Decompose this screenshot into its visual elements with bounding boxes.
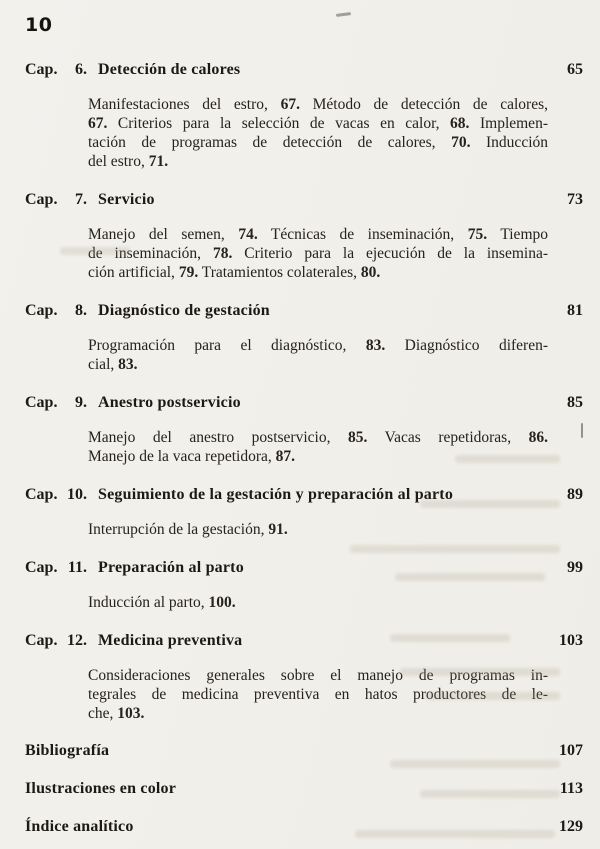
toc-entry: [25, 483, 583, 539]
toc-entry-description-line: tación de programas de detección de calores, 70. Inducción: [88, 134, 549, 151]
chapter-label: Cap.: [25, 632, 58, 649]
toc-entry-heading: [25, 299, 583, 322]
chapter-label: Cap.: [25, 559, 58, 576]
chapter-page-number: 99: [567, 559, 583, 576]
chapter-title: Servicio: [98, 191, 155, 208]
backmatter-title: Ilustraciones en color: [25, 780, 177, 797]
chapter-title: Diagnóstico de gestación: [98, 302, 270, 319]
toc-entry-heading: [25, 483, 583, 506]
chapter-number: 10.: [67, 486, 87, 503]
chapter-label: Cap.: [25, 61, 58, 78]
chapter-page-number: 103: [559, 632, 583, 649]
toc-entry-heading: [25, 391, 583, 414]
toc-entry-description-line: Programación para el diagnóstico, 83. Diagnóstico diferen-: [88, 337, 548, 354]
chapter-number: 8.: [75, 302, 87, 319]
backmatter-title: Bibliografía: [25, 742, 110, 759]
toc-entry-description: [88, 428, 548, 466]
chapter-label: Cap.: [25, 302, 58, 319]
chapter-page-number: 89: [567, 486, 583, 503]
backmatter-title: Índice analítico: [25, 818, 134, 835]
toc-entry-description: [88, 520, 548, 539]
toc-entry-description-line: Manejo del semen, 74. Técnicas de inseminación, 75. Tiempo: [88, 226, 548, 243]
toc-entry-description-line: Consideraciones generales sobre el manejo de programas in-: [88, 667, 548, 684]
chapter-title: Seguimiento de la gestación y preparación al parto: [98, 486, 454, 503]
toc-entry-description-line: Interrupción de la gestación, 91.: [88, 521, 288, 538]
chapter-page-number: 85: [567, 394, 583, 411]
chapter-label: Cap.: [25, 191, 58, 208]
backmatter-page-number: 129: [559, 818, 583, 835]
toc-entry-description-line: Inducción al parto, 100.: [88, 594, 236, 611]
toc-entry-description-line: Manejo del anestro postservicio, 85. Vacas repetidoras, 86.: [88, 429, 548, 446]
toc-entry-description-line: cial, 83.: [88, 356, 138, 373]
chapter-title: Anestro postservicio: [98, 394, 241, 411]
toc-entry-description: [88, 225, 548, 282]
chapter-number: 6.: [75, 61, 87, 78]
chapter-title: Medicina preventiva: [98, 632, 243, 649]
toc-entry-heading: [25, 58, 583, 81]
chapter-number: 9.: [75, 394, 87, 411]
scan-tick-artifact: [581, 423, 583, 438]
chapter-page-number: 65: [567, 61, 583, 78]
toc-entry-description-line: ción artificial, 79. Tratamientos colaterales, 80.: [88, 264, 381, 281]
toc-entry-description-line: Manifestaciones del estro, 67. Método de detección de calores,: [88, 96, 549, 113]
page-folio: 10: [25, 14, 53, 36]
chapter-title: Detección de calores: [98, 61, 241, 78]
toc-entry: [25, 188, 583, 282]
toc-entry-description: [88, 95, 548, 171]
chapter-number: 12.: [67, 632, 87, 649]
toc-entry-description-line: del estro, 71.: [88, 153, 169, 170]
chapter-number: 7.: [75, 191, 87, 208]
toc-entry-description: [88, 666, 548, 723]
chapter-page-number: 81: [567, 302, 583, 319]
toc-entry-description: [88, 593, 548, 612]
toc-entry: [25, 391, 583, 466]
toc-entry: [25, 629, 583, 723]
toc-entry-description-line: de inseminación, 78. Criterio para la ejecución de la insemina-: [88, 245, 548, 262]
backmatter-page-number: 113: [559, 780, 583, 797]
chapter-title: Preparación al parto: [98, 559, 244, 576]
toc-entry-heading: [25, 188, 583, 211]
toc-entry-description-line: tegrales de medicina preventiva en hatos productores de le-: [88, 686, 548, 703]
toc-entry-heading: [25, 629, 583, 652]
toc-entry-heading: [25, 556, 583, 579]
chapter-page-number: 73: [567, 191, 583, 208]
backmatter-page-number: 107: [559, 742, 583, 759]
toc-entry: [25, 556, 583, 612]
chapter-label: Cap.: [25, 394, 58, 411]
toc-entry-description-line: Manejo de la vaca repetidora, 87.: [88, 448, 296, 465]
chapter-label: Cap.: [25, 486, 58, 503]
chapter-number: 11.: [67, 559, 87, 576]
toc-backmatter: [25, 739, 583, 838]
toc-entry: [25, 299, 583, 374]
toc-entry-description: [88, 336, 548, 374]
backmatter-entry: [25, 777, 583, 800]
toc-entries: [25, 58, 583, 723]
toc-entry-description-line: 67. Criterios para la selección de vacas en calor, 68. Implemen-: [88, 115, 548, 132]
backmatter-entry: [25, 739, 583, 762]
toc-entry: [25, 58, 583, 171]
backmatter-entry: [25, 815, 583, 838]
toc-entry-description-line: che, 103.: [88, 705, 145, 722]
